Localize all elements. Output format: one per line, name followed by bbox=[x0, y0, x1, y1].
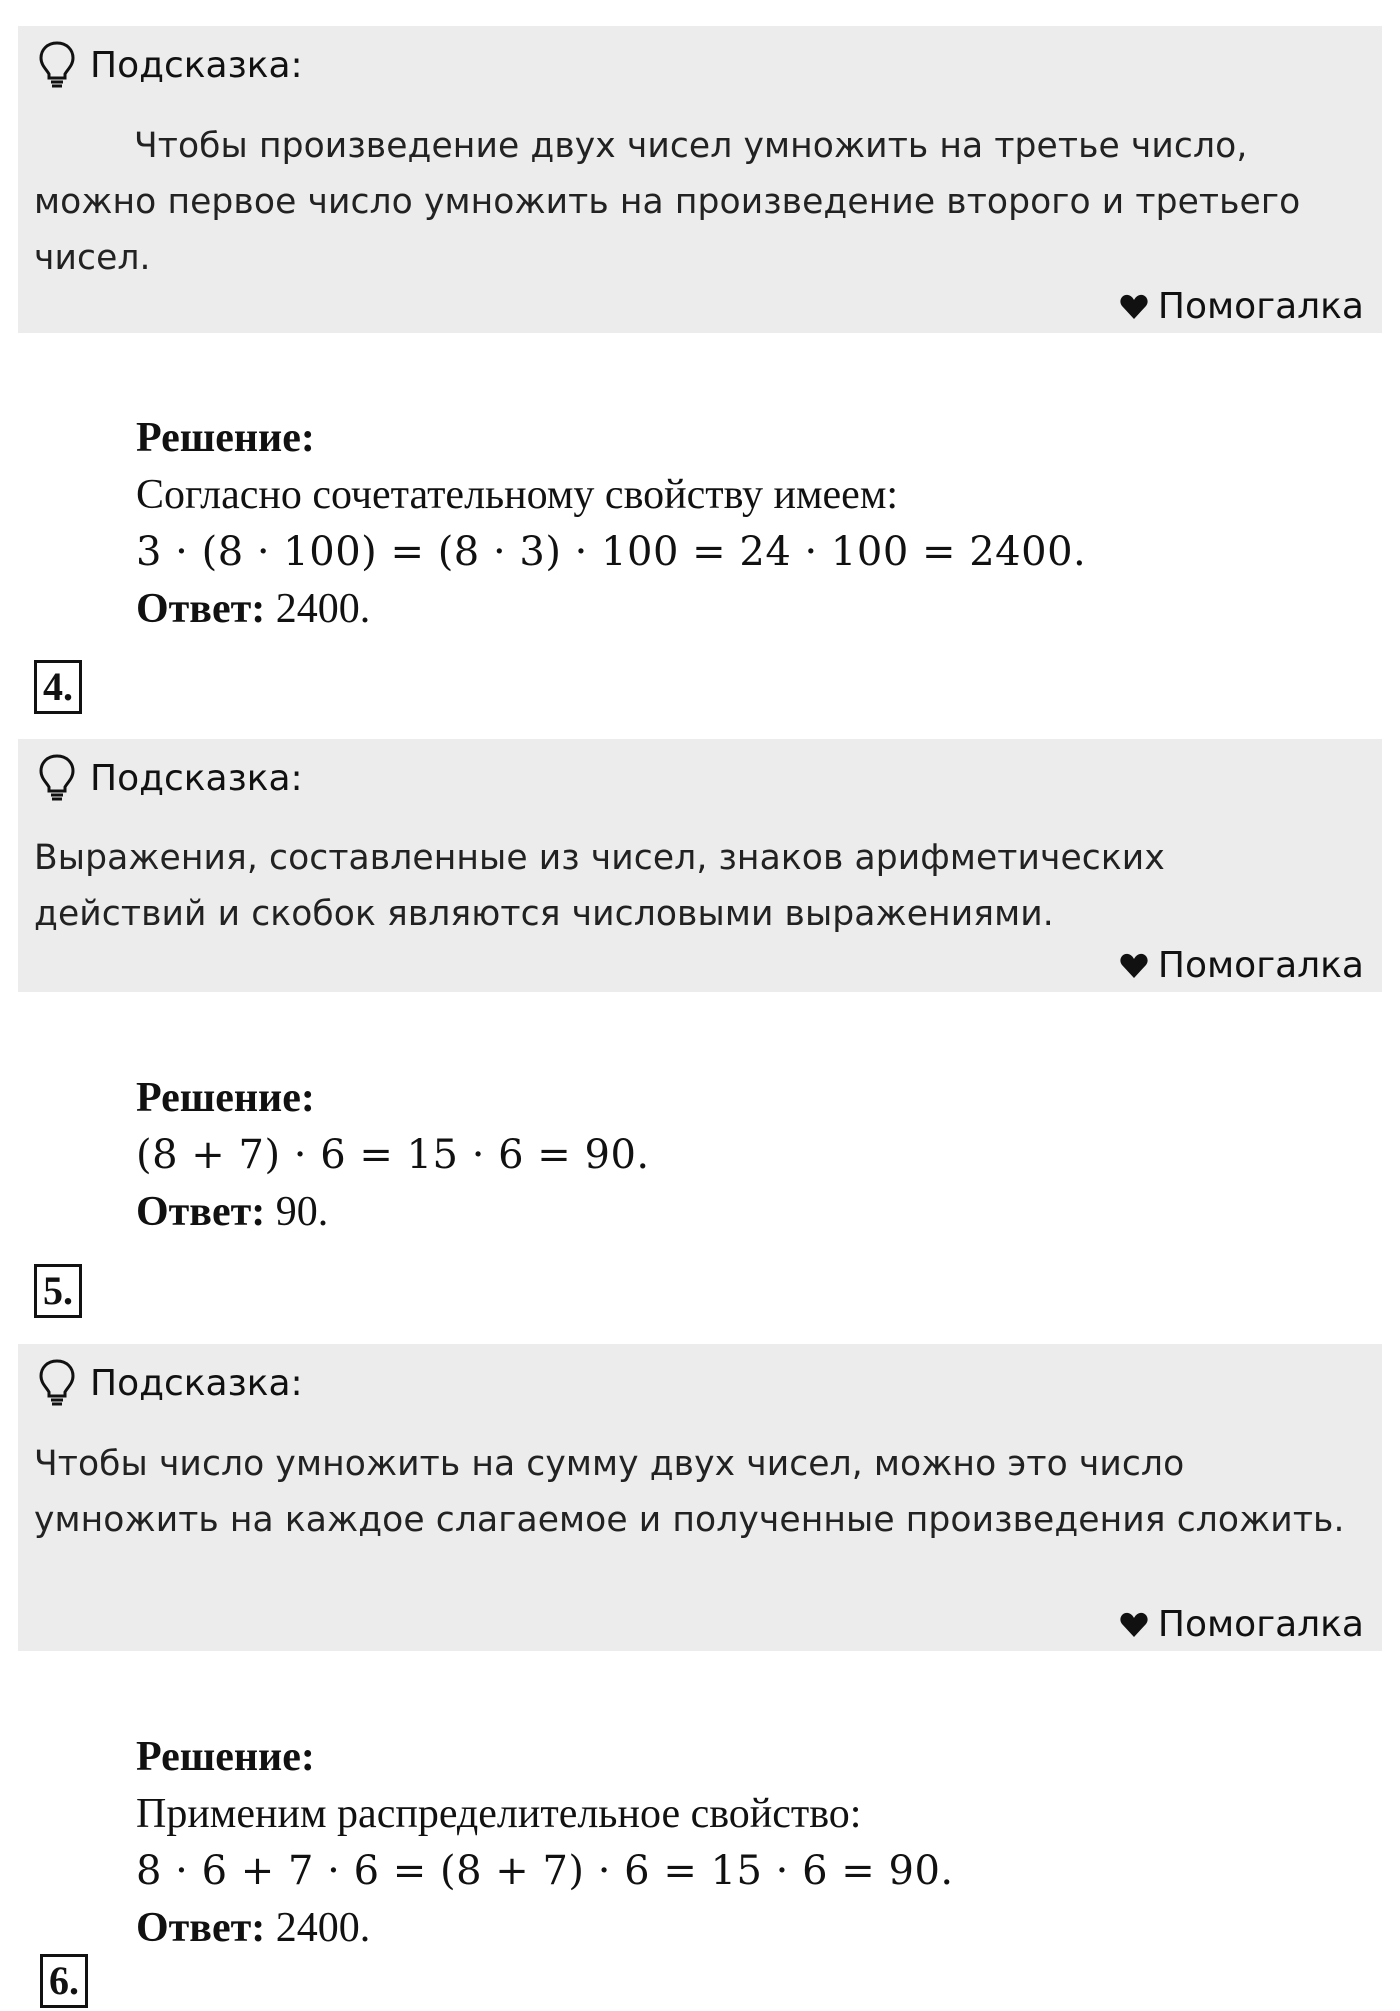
brand-label[interactable] bbox=[1120, 945, 1364, 986]
brand-name: Помогалка bbox=[1157, 1604, 1364, 1645]
answer-line bbox=[136, 581, 1336, 638]
answer-label: Ответ: bbox=[136, 1905, 266, 1951]
answer-line bbox=[136, 1184, 1336, 1241]
hint-text bbox=[34, 1436, 1346, 1548]
heart-icon bbox=[1120, 294, 1148, 320]
solution-title: Решение: bbox=[136, 1075, 315, 1121]
hint-paragraph: Выражения, составленные из чисел, знаков арифметических действий и скобок являются числовыми выражениями. bbox=[34, 838, 1165, 934]
solution-text: Применим распределительное свойство: bbox=[136, 1791, 862, 1837]
brand-name: Помогалка bbox=[1157, 286, 1364, 327]
hint-text bbox=[34, 830, 1346, 942]
solution-formula: 8 · 6 + 7 · 6 = (8 + 7) · 6 = 15 · 6 = 90. bbox=[136, 1848, 954, 1894]
hint-box bbox=[18, 739, 1382, 992]
solution-title: Решение: bbox=[136, 415, 315, 461]
solution-formula: 3 · (8 · 100) = (8 · 3) · 100 = 24 · 100 = 2400. bbox=[136, 529, 1087, 575]
solution-block bbox=[136, 1729, 1336, 1957]
answer-label: Ответ: bbox=[136, 586, 266, 632]
hint-text bbox=[34, 118, 1346, 286]
hint-box bbox=[18, 1344, 1382, 1651]
solution-block bbox=[136, 410, 1336, 638]
solution-block bbox=[136, 1070, 1336, 1241]
lightbulb-icon bbox=[38, 1358, 76, 1408]
answer-value: 2400. bbox=[265, 586, 371, 632]
answer-value: 2400. bbox=[265, 1905, 371, 1951]
lightbulb-icon bbox=[38, 753, 76, 803]
hint-header bbox=[38, 753, 303, 803]
brand-label[interactable] bbox=[1120, 286, 1364, 327]
hint-title: Подсказка: bbox=[90, 44, 303, 86]
solution-title: Решение: bbox=[136, 1734, 315, 1780]
solution-text: Согласно сочетательному свойству имеем: bbox=[136, 472, 899, 518]
answer-label: Ответ: bbox=[136, 1189, 266, 1235]
answer-value: 90. bbox=[265, 1189, 329, 1235]
answer-line bbox=[136, 1900, 1336, 1957]
hint-title: Подсказка: bbox=[90, 1362, 303, 1404]
heart-icon bbox=[1120, 1612, 1148, 1638]
solution-formula: (8 + 7) · 6 = 15 · 6 = 90. bbox=[136, 1132, 650, 1178]
task-number: 4. bbox=[34, 660, 82, 714]
task-number: 6. bbox=[40, 1954, 88, 2008]
hint-paragraph: Чтобы произведение двух чисел умножить на третье число, можно первое число умножить на произведение второго и третьего чисел. bbox=[34, 126, 1301, 278]
heart-icon bbox=[1120, 953, 1148, 979]
lightbulb-icon bbox=[38, 40, 76, 90]
brand-label[interactable] bbox=[1120, 1604, 1364, 1645]
hint-title: Подсказка: bbox=[90, 757, 303, 799]
task-number: 5. bbox=[34, 1264, 82, 1318]
brand-name: Помогалка bbox=[1157, 945, 1364, 986]
hint-box bbox=[18, 26, 1382, 333]
hint-paragraph: Чтобы число умножить на сумму двух чисел, можно это число умножить на каждое слагаемое и полученные произведения сложить. bbox=[34, 1444, 1345, 1540]
hint-header bbox=[38, 1358, 303, 1408]
hint-header bbox=[38, 40, 303, 90]
